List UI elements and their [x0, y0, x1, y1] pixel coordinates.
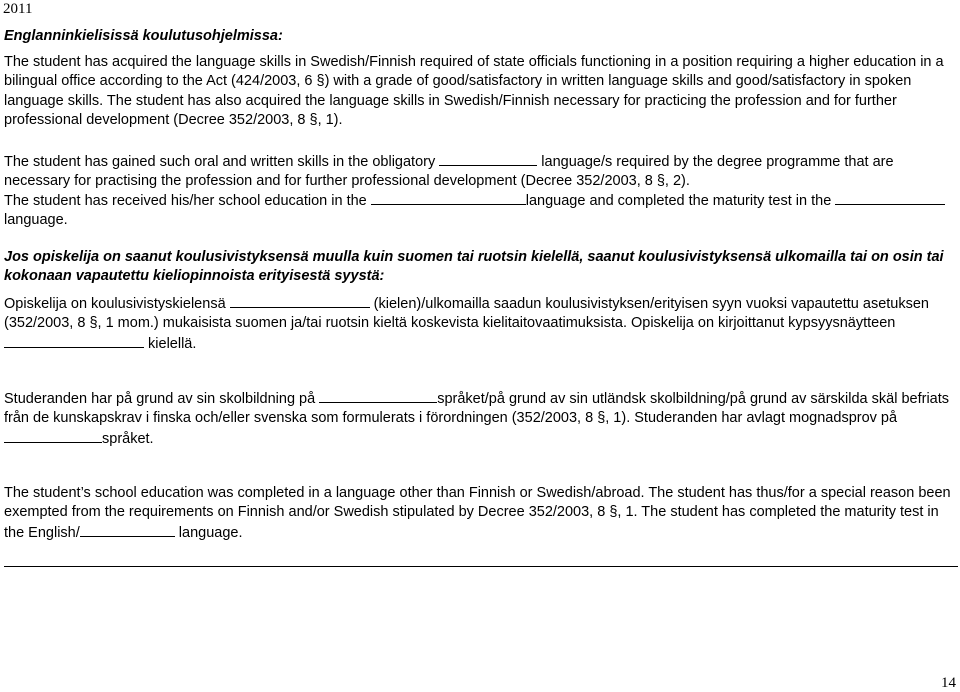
obligatory-language-text-end: language/s required by the degree programme that are necessary for practising the profession and for further professional development (Decree 352/2003, 8 §, 2). — [4, 154, 894, 190]
english-exemption-paragraph — [4, 484, 956, 543]
finnish-exemption-text-end: kielellä. — [144, 335, 197, 352]
school-education-text-end: language. — [4, 212, 68, 229]
finnish-exemption-text-start: Opiskelija on koulusivistyskielensä — [4, 296, 230, 312]
school-education-text-middle: language and completed the maturity test in the — [525, 193, 836, 209]
obligatory-language-paragraph — [4, 152, 956, 192]
swedish-exemption-paragraph — [4, 389, 956, 449]
obligatory-language-text-start: The student has gained such oral and written skills in the obligatory — [4, 154, 440, 170]
maturity-exam-language-blank[interactable] — [4, 429, 102, 443]
maturity-essay-language-blank[interactable] — [4, 334, 144, 348]
section-heading: Englanninkielisissä koulutusohjelmissa: — [4, 28, 283, 44]
english-maturity-language-blank[interactable] — [80, 523, 175, 537]
english-exemption-text-end: language. — [174, 524, 243, 541]
english-exemption-text-start: The student’s school education was completed in a language other than Finnish or Swedish/abroad. The student has thus/for a special reason been exempted from the requirements on Finnish and/or Swedish stipulated by Decree 352/2003, 8 §, 1. The student has completed the maturity test in the English/ — [4, 485, 951, 541]
school-education-language-blank[interactable] — [371, 191, 526, 205]
obligatory-language-blank[interactable] — [439, 152, 537, 166]
schooling-language-blank[interactable] — [319, 389, 437, 403]
swedish-exemption-text-start: Studeranden har på grund av sin skolbildning på — [4, 391, 320, 407]
finnish-exemption-heading: Jos opiskelija on saanut koulusivistyksensä muulla kuin suomen tai ruotsin kielellä, saanut koulusivistyksensä ulkomailla tai on osin tai kokonaan vapautettu kieliopinnoista erityisestä syystä: — [4, 249, 944, 285]
school-education-text-start: The student has received his/her school education in the — [4, 193, 371, 209]
page-number: 14 — [941, 675, 956, 691]
english-skills-paragraph — [4, 53, 956, 131]
english-skills-text: The student has acquired the language skills in Swedish/Finnish required of state officials functioning in a position requiring a higher education in a bilingual office according to the Act (424/2003, 6 §) with a grade of good/satisfactory in written language skills and good/satisfactory in spoken language skills. The student has also acquired the language skills in Swedish/Finnish necessary for practicing the profession and for further professional development (Decree 352/2003, 8 §, 1). — [4, 54, 944, 129]
swedish-exemption-text-middle: språket/på grund av sin utländsk skolbildning/på grund av särskilda skäl befriats från de kunskapskrav i finska och/eller svenska som formulerats i förordningen (352/2003, 8 §, 1). Studeranden har avlagt mognadsprov på — [4, 391, 950, 427]
document-year: 2011 — [3, 1, 33, 17]
finnish-exemption-paragraph — [4, 294, 956, 354]
maturity-test-language-blank[interactable] — [835, 191, 945, 205]
swedish-exemption-text-end: språket. — [102, 430, 154, 447]
section-divider — [4, 566, 958, 567]
school-education-paragraph — [4, 191, 956, 231]
education-language-blank[interactable] — [230, 294, 370, 308]
finnish-exemption-text-middle: (kielen)/ulkomailla saadun koulusivistyksen/erityisen syyn vuoksi vapautettu asetuksen (352/2003, 8 §, 1 mom.) mukaisista suomen ja/tai ruotsin kieltä koskevista kielitaitovaatimuksista. Opiskelija on kirjoittanut kypsyysnäytteen — [4, 296, 929, 332]
